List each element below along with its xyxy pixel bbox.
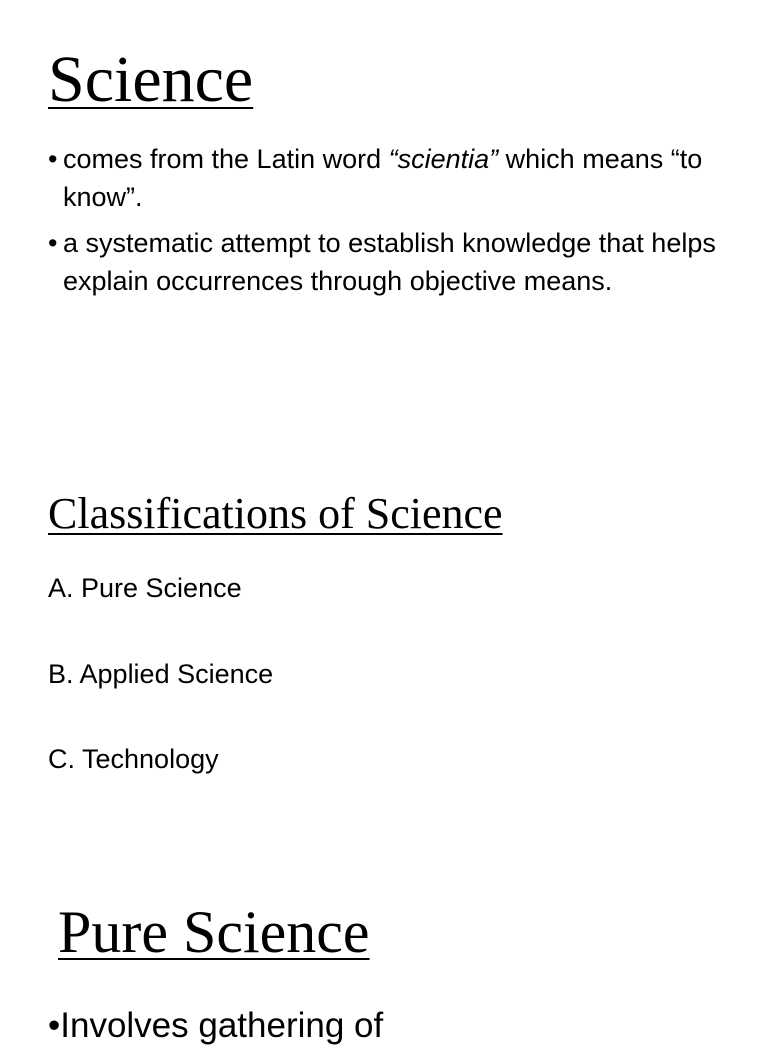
bullet-text: a systematic attempt to establish knowledge that helps explain occurrences through objective means. bbox=[63, 228, 716, 296]
slide-title-classifications: Classifications of Science bbox=[48, 489, 503, 538]
bullet-text-after: which means “to know”. bbox=[63, 144, 703, 212]
classification-item-technology: C. Technology bbox=[48, 744, 219, 774]
slide-title-science: Science bbox=[48, 43, 254, 116]
bullet-marker: • bbox=[48, 228, 58, 258]
bullet-systematic-attempt bbox=[48, 224, 743, 300]
classification-item-pure: A. Pure Science bbox=[48, 573, 242, 603]
bullet-text-before: comes from the Latin word bbox=[63, 144, 389, 174]
bullet-latin-origin bbox=[48, 140, 743, 216]
classification-item-applied: B. Applied Science bbox=[48, 659, 274, 689]
slide-title-pure-science: Pure Science bbox=[58, 899, 370, 965]
latin-term: “scientia” bbox=[388, 144, 499, 174]
bullet-marker: • bbox=[48, 144, 58, 174]
bullet-gathering-partial: •Involves gathering of bbox=[48, 1006, 384, 1045]
